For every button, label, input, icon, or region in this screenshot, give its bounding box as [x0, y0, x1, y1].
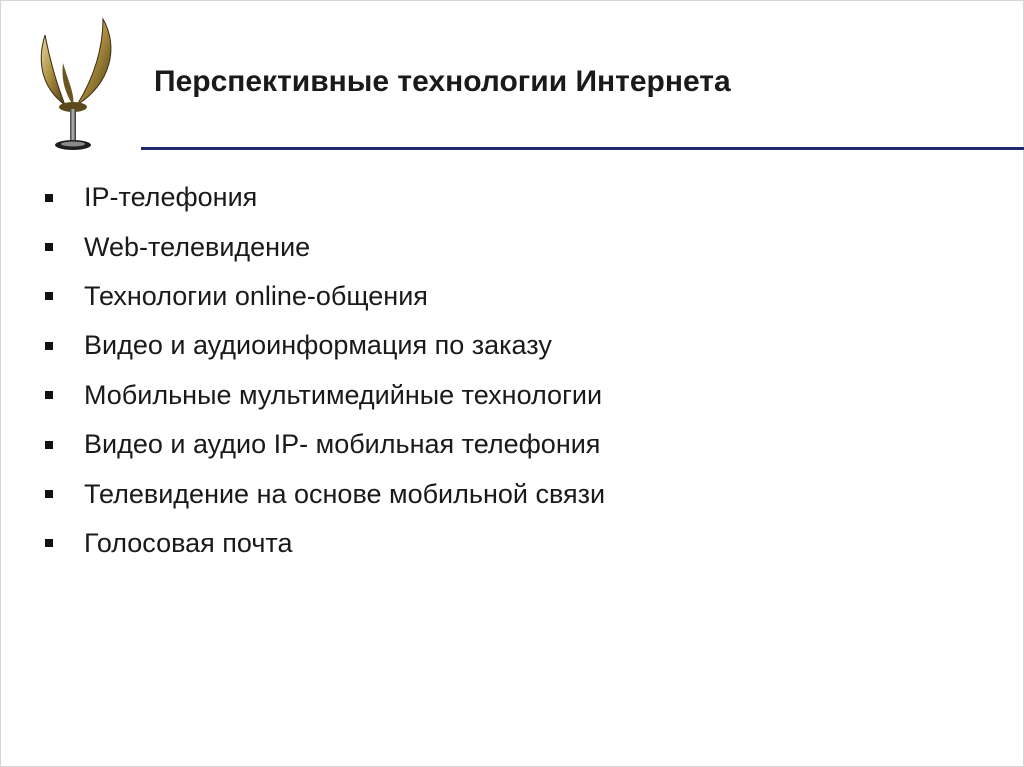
list-item: [45, 371, 605, 420]
title-underline: [141, 147, 1024, 150]
bullet-text: Web-телевидение: [84, 231, 311, 262]
bullet-text: Технологии online-общения: [84, 280, 428, 311]
square-bullet-icon: [45, 194, 53, 202]
bullet-text: IP-телефония: [84, 182, 258, 213]
bullet-text: Видео и аудиоинформация по заказу: [84, 330, 552, 361]
square-bullet-icon: [45, 342, 53, 350]
square-bullet-icon: [45, 391, 53, 399]
list-item: [45, 420, 605, 469]
list-item: [45, 469, 605, 518]
goblet-logo-icon: [23, 13, 135, 153]
list-item: [45, 519, 605, 568]
square-bullet-icon: [45, 539, 53, 547]
square-bullet-icon: [45, 292, 53, 300]
square-bullet-icon: [45, 490, 53, 498]
square-bullet-icon: [45, 441, 53, 449]
square-bullet-icon: [45, 243, 53, 251]
bullet-text: Голосовая почта: [84, 527, 293, 558]
list-item: [45, 321, 605, 370]
list-item: [45, 272, 605, 321]
list-item: [45, 222, 605, 271]
bullet-text: Телевидение на основе мобильной связи: [84, 478, 606, 509]
bullet-text: Видео и аудио IP- мобильная телефония: [84, 429, 601, 460]
slide-title: Перспективные технологии Интернета: [154, 65, 731, 98]
bullet-list: [45, 173, 605, 568]
bullet-text: Мобильные мультимедийные технологии: [84, 379, 603, 410]
list-item: [45, 173, 605, 222]
